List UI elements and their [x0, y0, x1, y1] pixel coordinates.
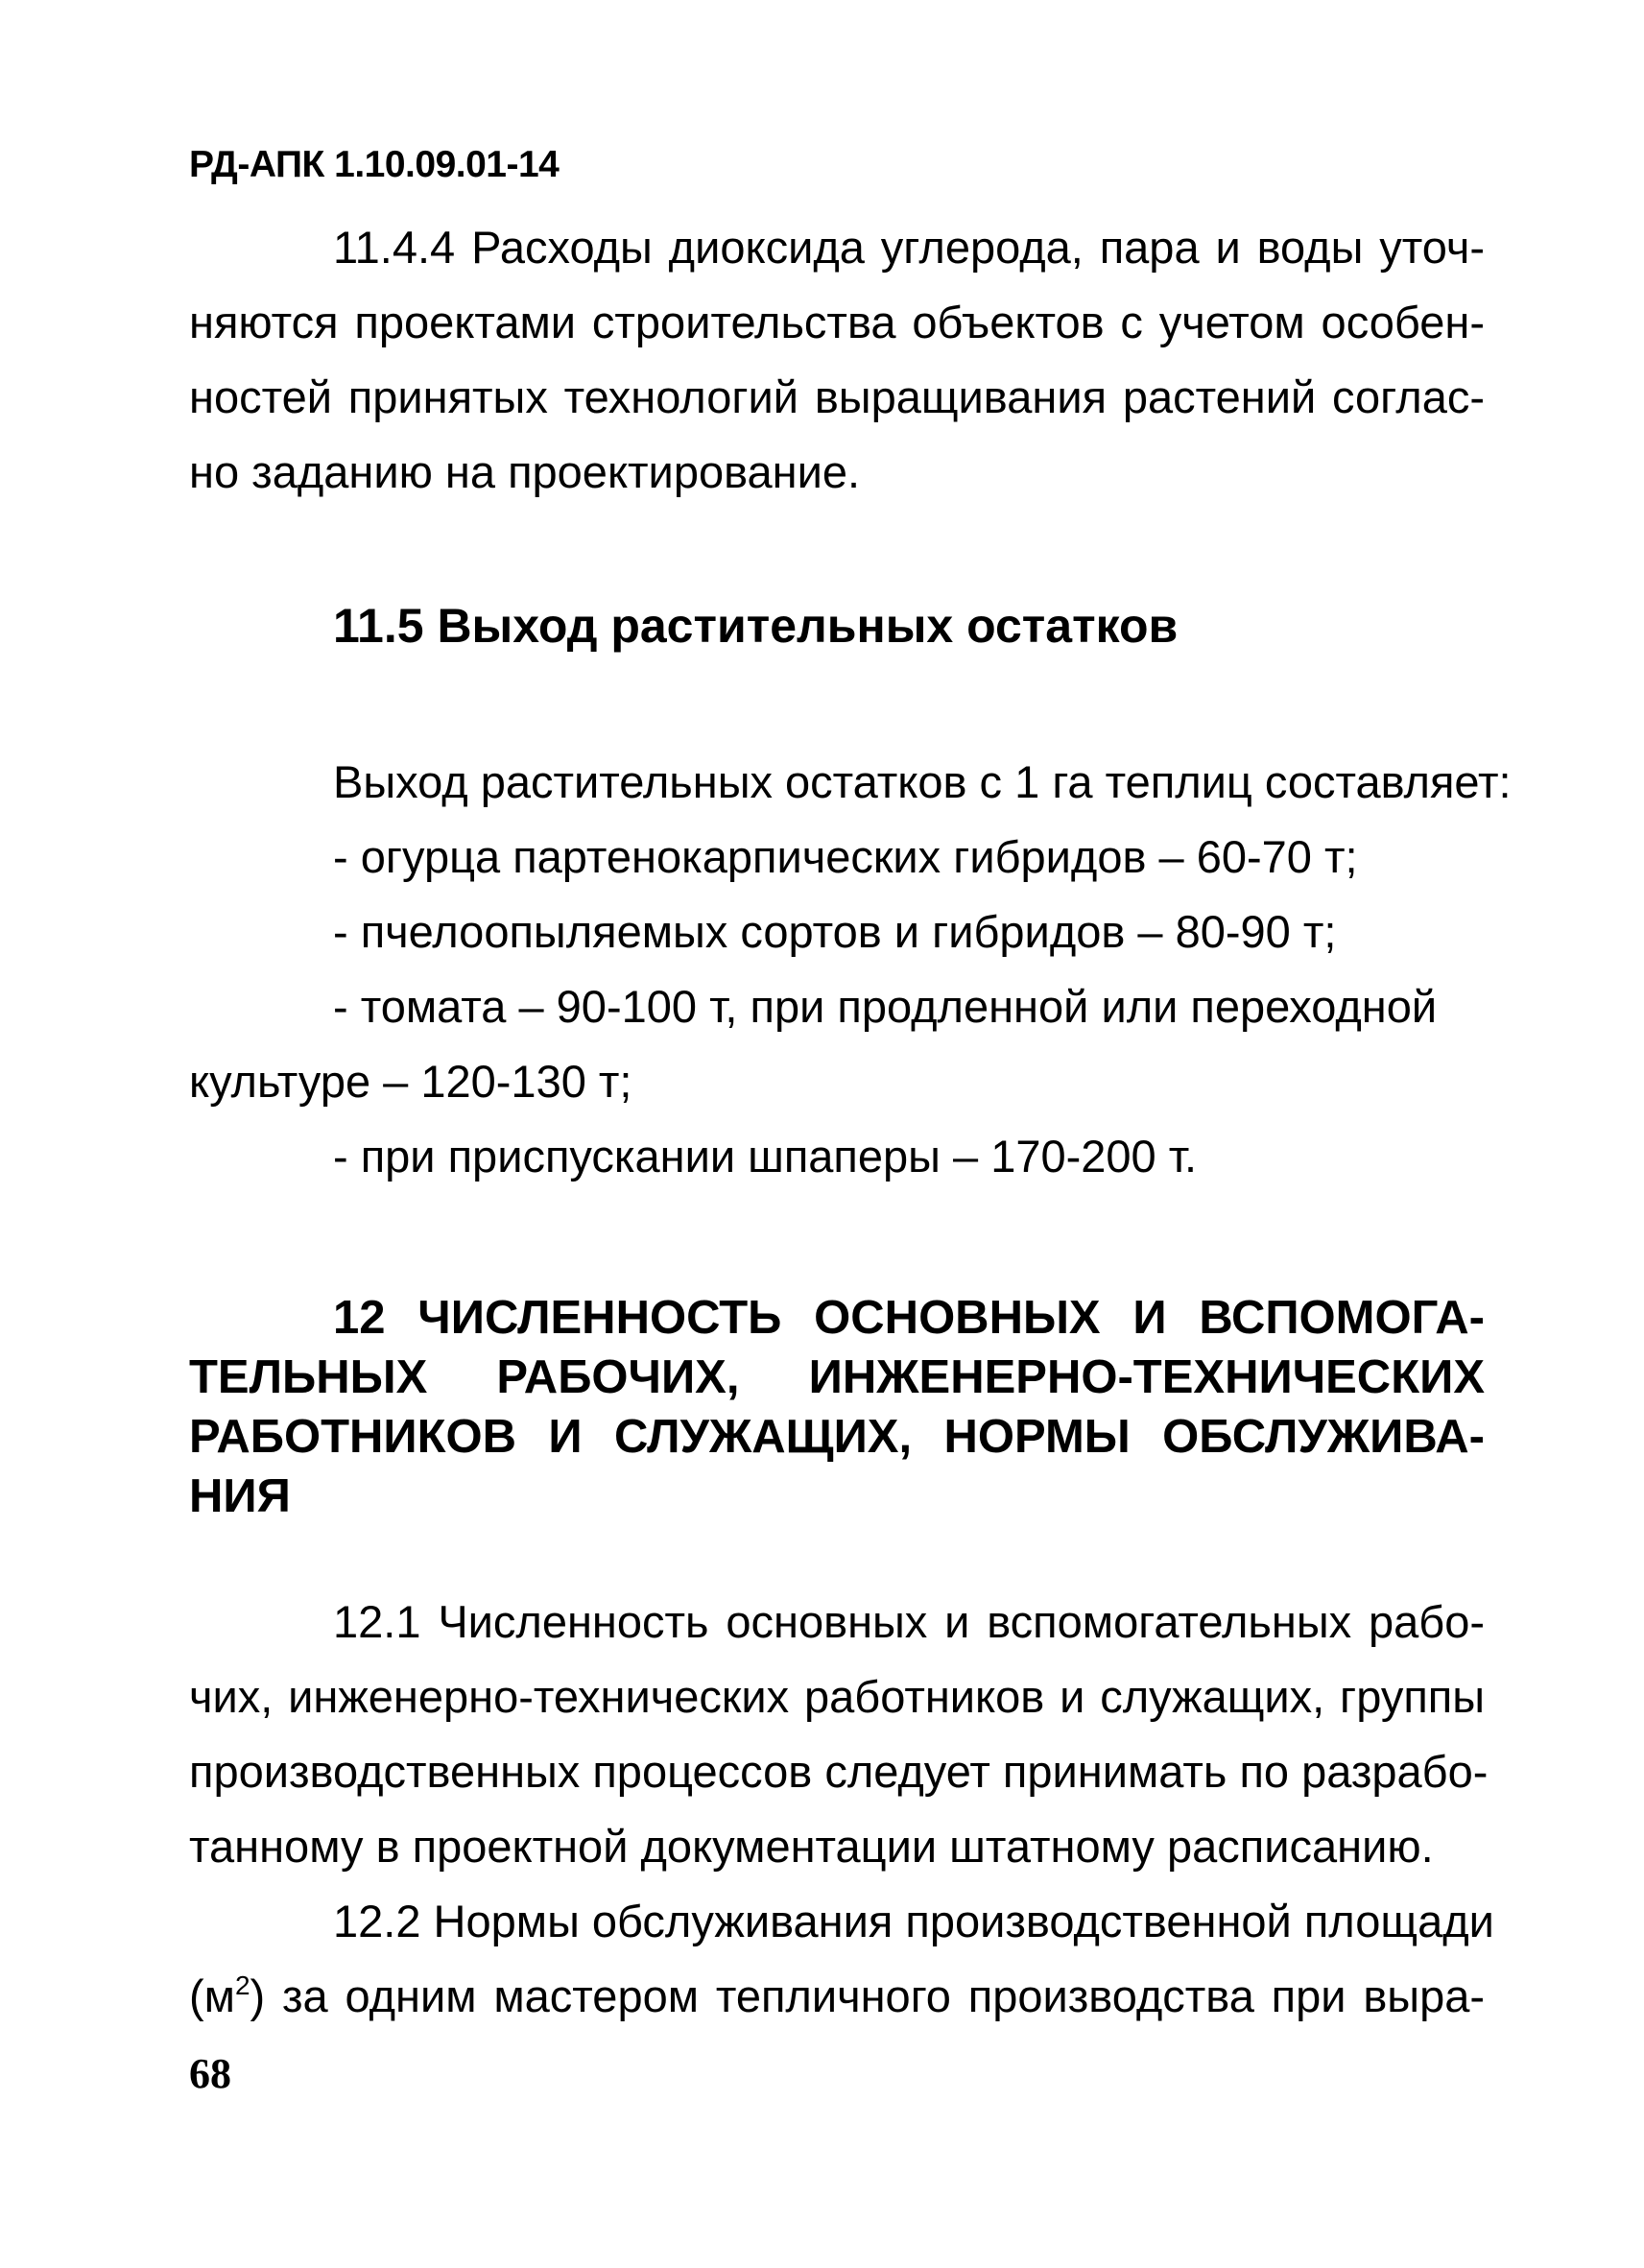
section-11-5-heading: 11.5 Выход растительных остатков [333, 599, 1179, 653]
list-item-cucumber-parthenocarpic: - огурца партенокарпических гибридов – 60-70 т; [333, 831, 1358, 882]
list-item-tomato: - томата – 90-100 т, при продленной или переходной [333, 981, 1438, 1032]
paragraph-12-1-line-3: производственных процессов следует принимать по разрабо- [189, 1746, 1489, 1797]
paragraph-12-2-line-2-start [189, 1970, 250, 2023]
paragraph-12-1-line-2: чих, инженерно-технических работников и служащих, группы [189, 1671, 1485, 1722]
section-12-title-line-4: НИЯ [189, 1470, 291, 1522]
paragraph-11-4-4-line-4: но заданию на проектирование. [189, 446, 861, 497]
section-11-5-intro: Выход растительных остатков с 1 га теплиц составляет: [333, 756, 1512, 807]
page-number: 68 [189, 2050, 231, 2097]
paragraph-11-4-4-line-2: няются проектами строительства объектов с учетом особен- [189, 297, 1485, 347]
paragraph-12-1-line-4: танному в проектной документации штатному расписанию. [189, 1821, 1434, 1872]
list-item-bee-pollinated: - пчелоопыляемых сортов и гибридов – 80-90 т; [333, 906, 1337, 957]
paragraph-11-4-4-line-1: 11.4.4 Расходы диоксида углерода, пара и воды уточ- [333, 222, 1485, 273]
paragraph-12-2-line-1: 12.2 Нормы обслуживания производственной площади [333, 1896, 1494, 1946]
paragraph-12-1-line-1: 12.1 Численность основных и вспомогательных рабо- [333, 1596, 1485, 1647]
list-item-trellis: - при приспускании шпаперы – 170-200 т. [333, 1131, 1198, 1182]
document-code: РД-АПК 1.10.09.01-14 [189, 144, 560, 185]
paragraph-12-2-line-2-rest: ) за одним мастером тепличного производства при выра- [250, 1970, 1485, 2021]
paragraph-11-4-4-line-3: ностей принятых технологий выращивания растений соглас- [189, 371, 1485, 422]
section-12-title-line-1: 12 ЧИСЛЕННОСТЬ ОСНОВНЫХ И ВСПОМОГА- [333, 1292, 1485, 1344]
paragraph-12-2-line-2 [189, 1970, 1485, 2023]
unit-exponent: 2 [234, 1970, 250, 2000]
unit-m: (м [189, 1970, 235, 2021]
list-item-tomato-continued: культуре – 120-130 т; [189, 1056, 632, 1107]
section-12-title-line-2: ТЕЛЬНЫХ РАБОЧИХ, ИНЖЕНЕРНО-ТЕХНИЧЕСКИХ [189, 1351, 1485, 1403]
section-12-title-line-3: РАБОТНИКОВ И СЛУЖАЩИХ, НОРМЫ ОБСЛУЖИВА- [189, 1411, 1485, 1463]
